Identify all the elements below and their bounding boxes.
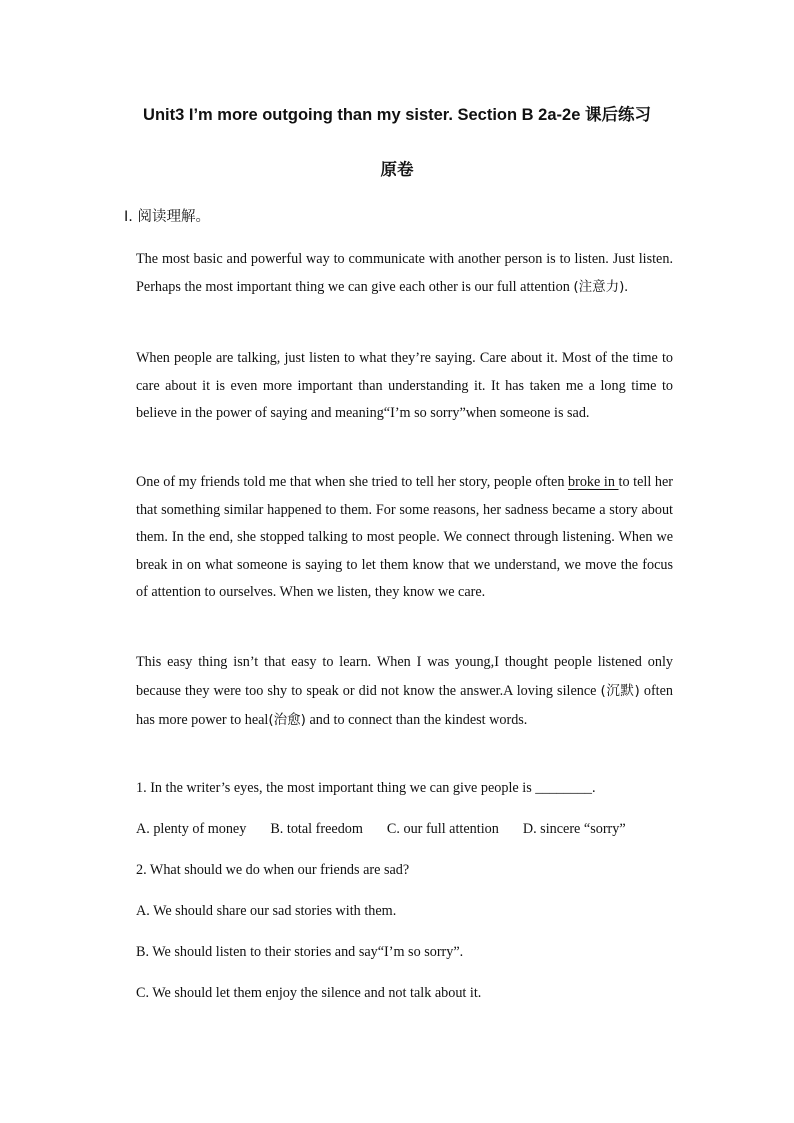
passage-paragraph-1	[136, 246, 673, 301]
question-2-stem: 2. What should we do when our friends are sad?	[136, 862, 410, 878]
paragraph-text: to tell her that something similar happened to them. For some reasons, her sadness became a story about them. In the end, she stopped talking to most people. We connect through listening. When we break in on what someone is saying to let them know that we understand, we move the focus of attention to ourselves. When we listen, they know we care.	[136, 474, 674, 601]
passage-paragraph-2: When people are talking, just listen to what they’re saying. Care about it. Most of the time to care about it is even more important than understanding it. It has taken me a long time to believe in the power of saying and meaning“I’m so sorry”when someone is sad.	[136, 350, 673, 422]
paragraph-text: One of my friends told me that when she tried to tell her story, people often	[136, 474, 569, 490]
option-c: C. We should let them enjoy the silence and not talk about it.	[136, 985, 482, 1001]
document-title: Unit3 I’m more outgoing than my sister. Section B 2a-2e 课后练习	[143, 106, 651, 124]
paragraph-text: and to connect than the kindest words.	[305, 711, 528, 728]
option-b: B. We should listen to their stories and say“I’m so sorry”.	[136, 944, 464, 960]
paragraph-text: This easy thing isn’t that easy to learn. When I was young,I thought people listened only because they were too shy to speak or did not know the answer.A loving silence	[136, 654, 673, 699]
section-heading: Ⅰ. 阅读理解。	[124, 209, 210, 225]
option-a: A. We should share our sad stories with them.	[136, 903, 397, 919]
option-c: C. our full attention	[386, 821, 499, 837]
option-d: D. sincere “sorry”	[522, 821, 626, 837]
option-a: A. plenty of money	[136, 821, 247, 837]
underlined-phrase: broke in	[568, 474, 619, 490]
paragraph-text: .	[624, 278, 628, 295]
passage-paragraph-4	[136, 648, 673, 734]
paragraph-text: The most basic and powerful way to communicate with another person is to listen. Just listen. Perhaps the most important thing we can give each other is our full attention	[136, 251, 673, 295]
passage-paragraph-3	[136, 469, 673, 607]
option-b: B. total freedom	[270, 821, 363, 837]
question-1-options	[136, 821, 626, 838]
chinese-gloss: (注意力)	[573, 278, 625, 295]
question-1-stem: 1. In the writer’s eyes, the most important thing we can give people is ________.	[136, 780, 596, 796]
chinese-gloss: (治愈)	[268, 711, 306, 728]
document-subtitle: 原卷	[380, 161, 414, 179]
paragraph-text: often has more power to heal	[136, 682, 673, 728]
chinese-gloss: (沉默)	[600, 682, 640, 699]
